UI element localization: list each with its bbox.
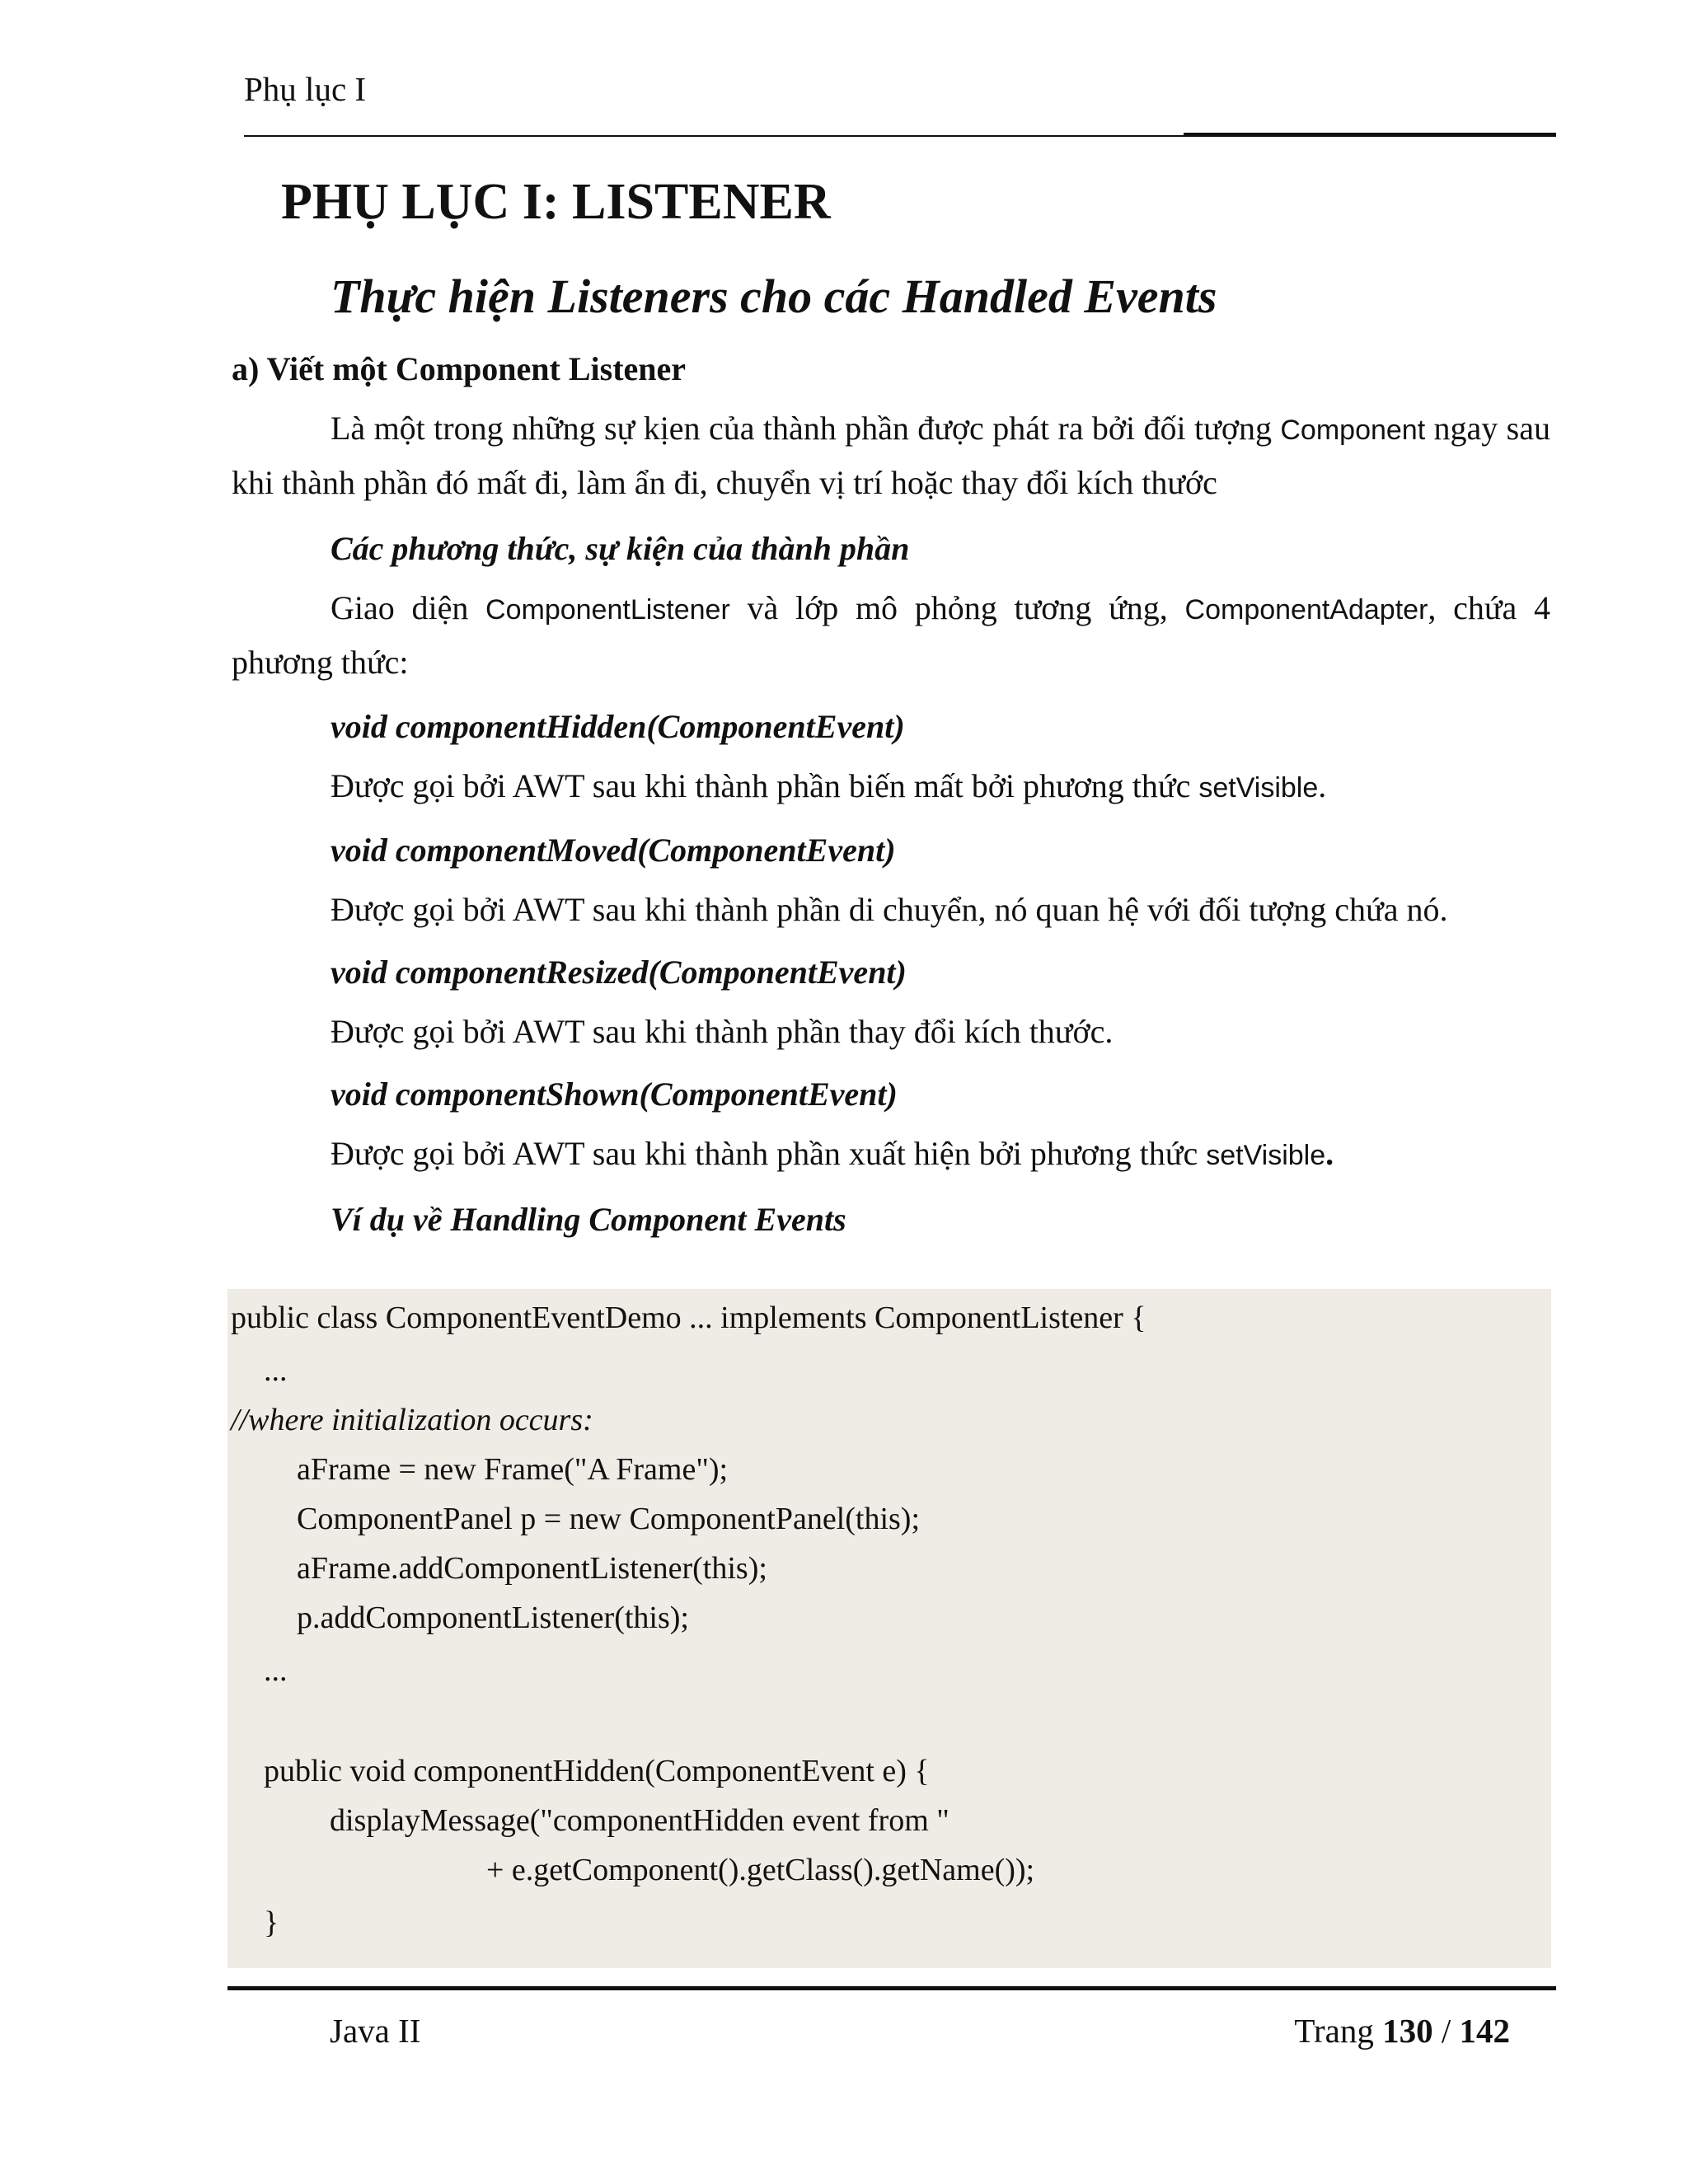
interface-text-3: , chứa 4 phương thức: [232,589,1551,681]
code-line: displayMessage("componentHidden event from " [330,1803,950,1838]
header-rule [244,135,1184,137]
header-rule-thick [1184,133,1556,137]
method-signature: void componentResized(ComponentEvent) [331,954,907,991]
code-line: public void componentHidden(ComponentEvent e) { [264,1754,930,1788]
desc-text: Được gọi bởi AWT sau khi thành phần biến mất bởi phương thức [331,767,1199,804]
code-line: ... [264,1653,288,1688]
total-pages: 142 [1459,2012,1510,2050]
code-comment: //where initialization occurs: [231,1403,593,1437]
method-signature: void componentShown(ComponentEvent) [331,1076,898,1113]
intro-paragraph [232,402,1550,509]
code-line: } [264,1905,279,1940]
desc-code: setVisible [1198,772,1319,804]
code-line: aFrame.addComponentListener(this); [297,1551,767,1586]
method-description: Được gọi bởi AWT sau khi thành phần di chuyển, nó quan hệ với đối tượng chứa nó. [331,891,1448,928]
method-description [232,1129,1550,1180]
subsection-title: a) Viết một Component Listener [232,350,687,387]
code-line: aFrame = new Frame("A Frame"); [297,1452,729,1487]
interface-text: Giao diện [331,589,486,626]
desc-end: . [1318,767,1327,804]
methods-heading: Các phương thức, sự kiện của thành phần [331,530,910,567]
code-term: Component [1280,415,1426,446]
adapter-name: ComponentAdapter [1184,594,1428,626]
running-header: Phụ lục I [244,70,367,108]
code-line: public class ComponentEventDemo ... implements ComponentListener { [231,1301,1146,1335]
listener-name: ComponentListener [485,594,730,626]
code-line: p.addComponentListener(this); [297,1601,689,1635]
interface-text-2: và lớp mô phỏng tương ứng, [729,589,1185,626]
desc-code: setVisible [1206,1140,1326,1171]
code-line: + e.getComponent().getClass().getName()); [486,1853,1035,1887]
footer-course: Java II [330,2012,421,2050]
method-description [232,762,1550,813]
code-line: ComponentPanel p = new ComponentPanel(this); [297,1502,921,1536]
section-title: Thực hiện Listeners cho các Handled Events [331,269,1217,323]
interface-paragraph [232,582,1550,689]
intro-text-end: ngay sau khi thành phần đó mất đi, làm ẩn đi, chuyển vị trí hoặc thay đổi kích thước [232,410,1550,501]
code-line: ... [264,1353,288,1388]
page-number [1294,2011,1510,2050]
example-heading: Ví dụ về Handling Component Events [331,1201,846,1238]
page-label: Trang [1294,2012,1383,2050]
footer-rule [227,1986,1556,1990]
desc-end: . [1325,1135,1334,1172]
intro-text: Là một trong những sự kịen của thành phần được phát ra bởi đối tượng [331,410,1281,447]
chapter-title: PHỤ LỤC I: LISTENER [281,174,831,230]
method-description: Được gọi bởi AWT sau khi thành phần thay đổi kích thước. [331,1013,1114,1050]
code-block [227,1289,1551,1968]
page-separator: / [1432,2012,1460,2050]
method-signature: void componentMoved(ComponentEvent) [331,832,896,869]
current-page: 130 [1382,2012,1433,2050]
method-signature: void componentHidden(ComponentEvent) [331,708,905,745]
desc-text: Được gọi bởi AWT sau khi thành phần xuất hiện bởi phương thức [331,1135,1207,1172]
page-content [232,165,1550,1244]
